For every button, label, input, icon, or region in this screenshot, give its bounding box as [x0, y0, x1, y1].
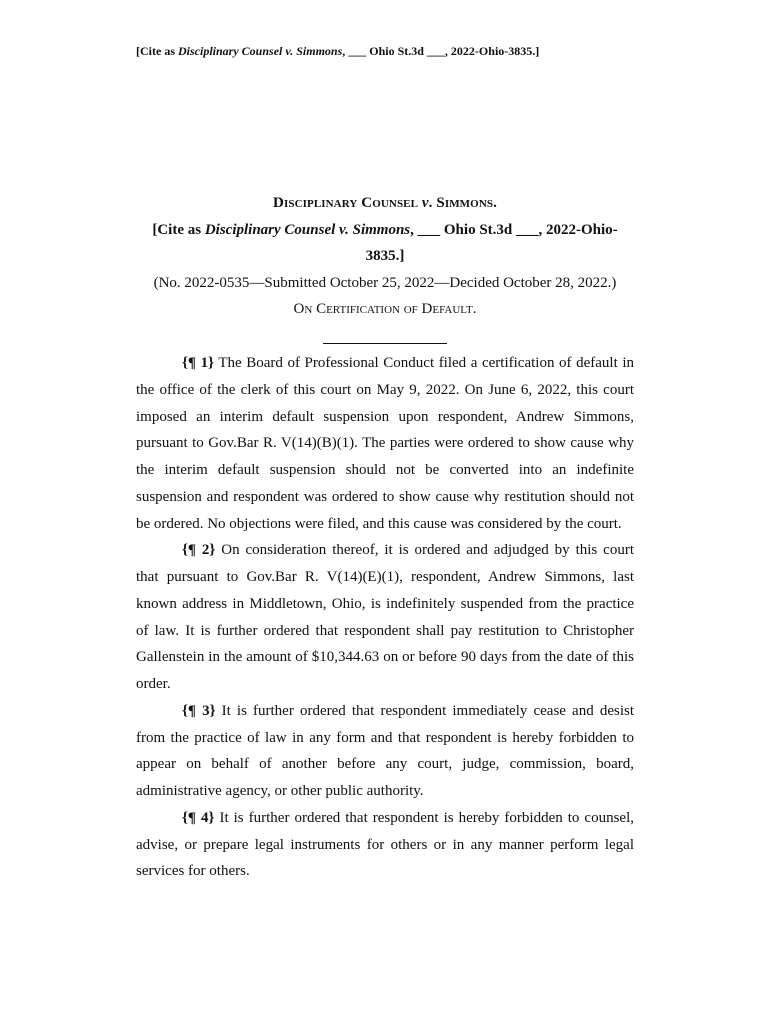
citation-case-name: Disciplinary Counsel v. Simmons: [204, 221, 411, 238]
paragraph-3: [136, 698, 634, 805]
paragraph-1: [136, 350, 634, 537]
paragraph-text: The Board of Professional Conduct filed a certification of default in the office of the clerk of this court on May 9, 2022. On June 6, 2022, this court imposed an interim default suspension upon respondent, Andrew Simmons, pursuant to Gov.Bar R. V(14)(B)(1). The parties were ordered to show cause why the interim default suspension should not be converted into an indefinite suspension and respondent was ordered to show cause why restitution should not be ordered. No objections were filed, and this cause was considered by the court.: [136, 355, 635, 532]
case-caption: [136, 190, 634, 344]
running-head-prefix: [Cite as: [136, 44, 178, 58]
paragraph-number: {¶ 4}: [182, 809, 215, 826]
paragraph-number: {¶ 2}: [182, 542, 216, 559]
case-title-part2: . Simmons.: [428, 195, 497, 211]
docket-line: (No. 2022-0535—Submitted October 25, 2022—Decided October 28, 2022.): [153, 274, 617, 291]
citation-prefix: [Cite as: [152, 221, 205, 238]
running-head-suffix: , ___ Ohio St.3d ___, 2022-Ohio-3835.]: [342, 44, 540, 58]
running-head-citation: [136, 44, 539, 59]
case-title-part1: Disciplinary Counsel: [273, 195, 422, 211]
running-head-case-name: Disciplinary Counsel v. Simmons: [178, 44, 343, 58]
case-title-v: v: [421, 195, 429, 211]
citation-suffix: , ___ Ohio St.3d ___, 2022-Ohio-3835.]: [365, 221, 618, 264]
paragraph-number: {¶ 1}: [182, 355, 215, 371]
opinion-body: [136, 350, 634, 885]
case-title: [136, 190, 634, 217]
paragraph-text: It is further ordered that respondent immediately cease and desist from the practice of law in any form and that respondent is hereby forbidden to appear on behalf of another before any court, judge, commission, board, administrative agency, or other public authority.: [136, 702, 634, 799]
paragraph-text: On consideration thereof, it is ordered and adjudged by this court that pursuant to Gov.Bar R. V(14)(E)(1), respondent, Andrew Simmons, last known address in Middletown, Ohio, is indefinitely suspended from the practice of law. It is further ordered that respondent shall pay restitution to Christopher Gallenstein in the amount of $10,344.63 on or before 90 days from the date of this order.: [136, 542, 634, 692]
paragraph-4: [136, 805, 634, 885]
divider-rule: [323, 343, 447, 344]
paragraph-number: {¶ 3}: [182, 702, 216, 719]
procedural-posture: On Certification of Default.: [293, 301, 477, 317]
paragraph-2: [136, 537, 634, 698]
citation-line: [136, 217, 634, 270]
paragraph-text: It is further ordered that respondent is hereby forbidden to counsel, advise, or prepare legal instruments for others or in any manner perform legal services for others.: [136, 809, 634, 880]
